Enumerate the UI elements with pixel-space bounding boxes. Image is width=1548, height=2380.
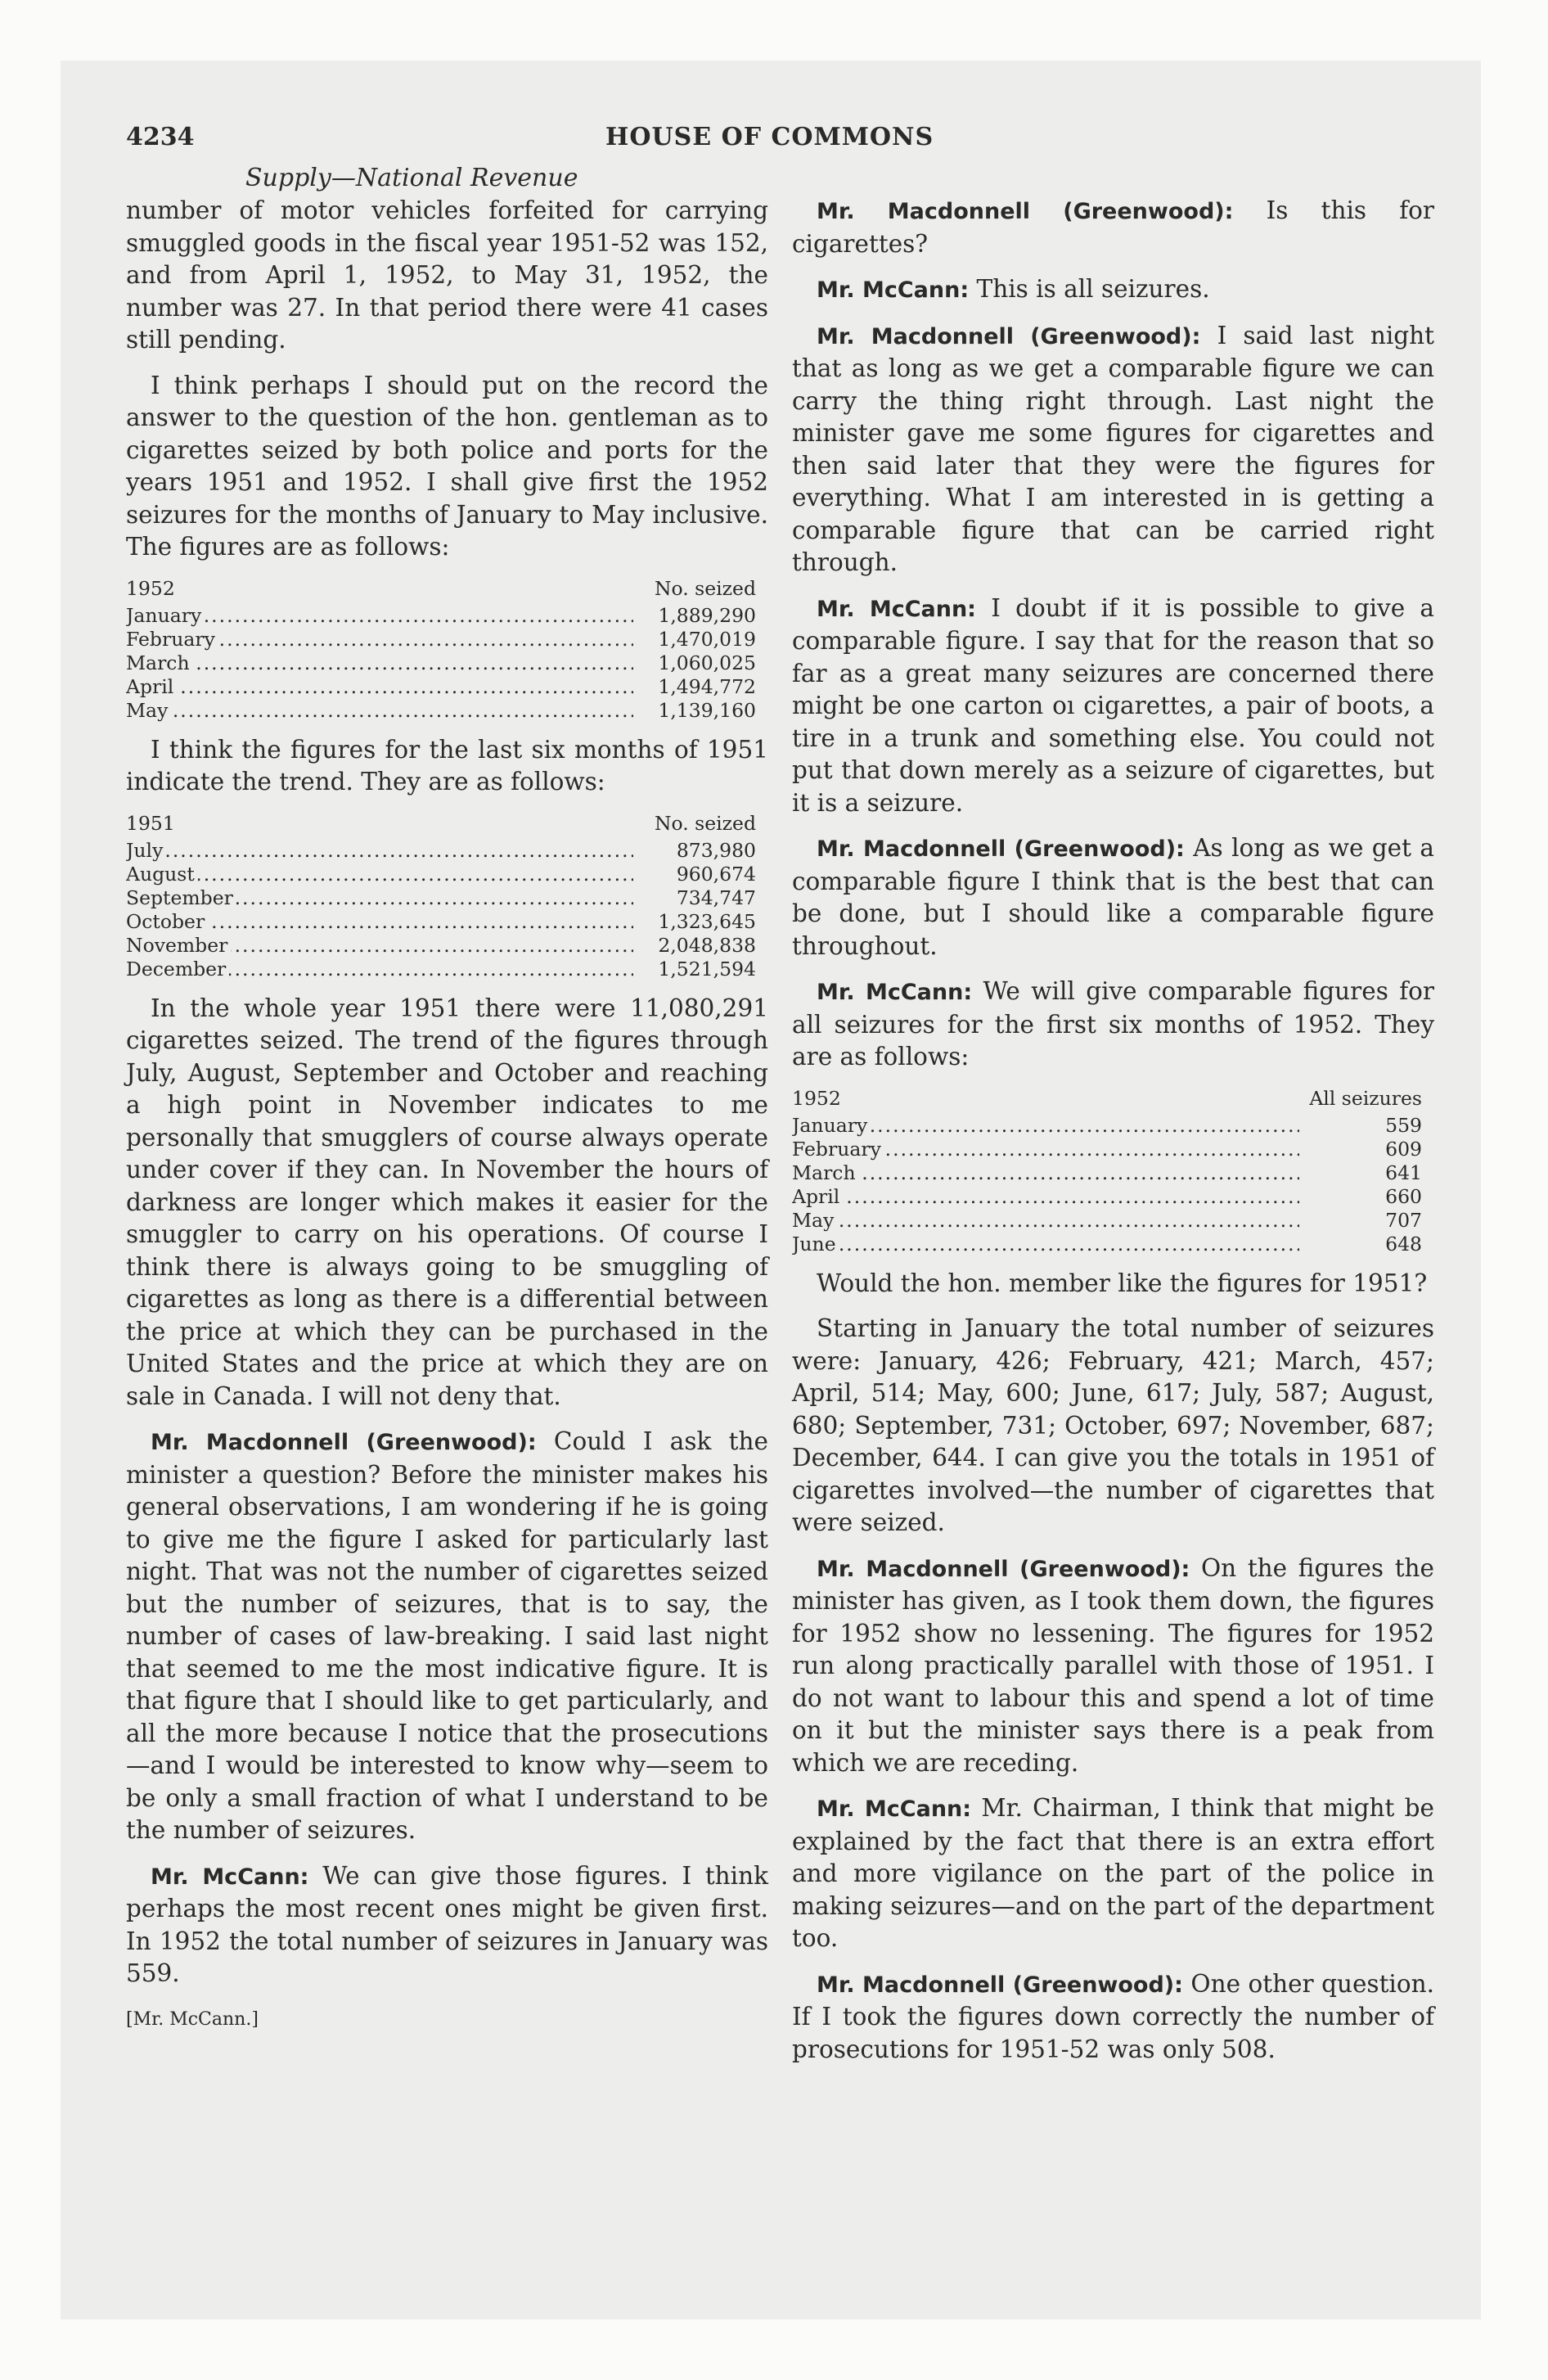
page-header xyxy=(126,123,1448,159)
paragraph xyxy=(792,1553,1434,1780)
paragraph xyxy=(792,976,1434,1074)
speaker-name: Mr. Macdonnell (Greenwood): xyxy=(817,836,1185,862)
speaker-name: Mr. McCann: xyxy=(151,1864,309,1890)
paragraph: number of motor vehicles forfeited for carrying smuggled goods in the fiscal year 1951-52 was 152, and from April 1, 1952, to May 31, 1952, the number was 27. In that period there were 41 cases still pending. xyxy=(126,196,768,354)
table-cell-month: May xyxy=(126,699,171,722)
paragraph xyxy=(126,1426,768,1847)
table-row xyxy=(792,1114,1422,1138)
speech-text: I said last night that as long as we get a comparable figure we can carry the thing right through. Last night the minister gave me some figures for cigarettes and then said later that they were the figures for everything. What I am interested in is getting a comparable figure that can be carried right through. xyxy=(792,321,1434,576)
table-header-value: No. seized xyxy=(654,811,756,835)
table-row xyxy=(126,699,756,723)
speaker-name: Mr. Macdonnell (Greenwood): xyxy=(151,1430,537,1455)
speaker-name: Mr. Macdonnell (Greenwood): xyxy=(817,323,1201,349)
table-cell-value: 609 xyxy=(1385,1137,1422,1161)
speech-text: On the figures the minister has given, as I took them down, the figures for 1952 show no lessening. The figures for 1952 run along practically parallel with those of 1951. I do not want to labour this and spend a lot of time on it but the minister says there is a peak from which we are receding. xyxy=(792,1553,1435,1777)
table-header-year: 1952 xyxy=(126,576,175,600)
journal-title: HOUSE OF COMMONS xyxy=(605,123,934,151)
speaker-name: Mr. Macdonnell (Greenwood): xyxy=(817,1972,1183,1998)
table-cell-month: February xyxy=(126,628,218,651)
table-row xyxy=(126,863,756,886)
table-cell-month: May xyxy=(792,1209,837,1232)
table-cell-month: March xyxy=(126,651,193,674)
table-cell-value: 734,747 xyxy=(676,886,756,909)
table-row xyxy=(126,628,756,651)
table-cell-month: January xyxy=(126,604,205,627)
table-row xyxy=(792,1233,1422,1256)
paragraph: Would the hon. member like the figures for 1951? xyxy=(817,1269,1428,1297)
cigarettes-seized-1952-table xyxy=(126,577,756,723)
paragraph xyxy=(792,1792,1434,1955)
table-cell-month: October xyxy=(126,910,208,933)
paragraph xyxy=(792,195,1434,260)
table-cell-value: 1,323,645 xyxy=(658,909,756,933)
speech-text: One other question. If I took the figures down correctly the number of prosecutions for 1951-52 was only 508. xyxy=(792,1969,1434,2063)
cigarettes-seized-1951-table xyxy=(126,812,756,981)
table-header-year: 1951 xyxy=(126,811,175,835)
table-cell-value: 1,521,594 xyxy=(658,957,756,980)
paragraph xyxy=(792,273,1434,307)
table-cell-month: January xyxy=(792,1114,871,1137)
paragraph xyxy=(792,593,1434,820)
table-cell-month: April xyxy=(126,675,177,698)
speech-text: We can give those figures. I think perhaps the most recent ones might be given first. In 1952 the total number of seizures in January was 559. xyxy=(126,1861,768,1987)
speaker-name: Mr. McCann: xyxy=(817,596,976,622)
table-row xyxy=(126,910,756,934)
table-cell-value: 873,980 xyxy=(676,838,756,862)
paragraph: Starting in January the total number of seizures were: January, 426; February, 421; March, 457; April, 514; May, 600; June, 617; July, 587; August, 680; September, 731; October, 697; November, 687; December, 644. I can give you the totals in 1951 of cigarettes involved—the number of cigarettes that were seized. xyxy=(792,1314,1434,1536)
speech-text: This is all seizures. xyxy=(976,275,1210,303)
table-header-value: All seizures xyxy=(1309,1086,1422,1110)
speaker-name: Mr. McCann: xyxy=(817,277,970,303)
table-row xyxy=(792,1185,1422,1209)
table-row xyxy=(792,1138,1422,1161)
table-cell-value: 1,139,160 xyxy=(658,698,756,722)
table-cell-value: 641 xyxy=(1385,1161,1422,1184)
table-row xyxy=(126,839,756,863)
table-cell-value: 1,470,019 xyxy=(658,627,756,651)
table-cell-value: 1,889,290 xyxy=(658,603,756,627)
paragraph xyxy=(792,320,1434,579)
table-cell-value: 1,494,772 xyxy=(658,674,756,698)
paragraph xyxy=(792,1968,1434,2067)
table-cell-month: February xyxy=(792,1138,884,1161)
left-column xyxy=(126,195,768,2035)
table-header-row xyxy=(126,812,756,839)
table-row xyxy=(792,1161,1422,1185)
table-cell-month: April xyxy=(792,1185,843,1208)
section-subtitle: Supply—National Revenue xyxy=(245,164,578,192)
table-cell-value: 648 xyxy=(1385,1232,1422,1255)
table-header-value: No. seized xyxy=(654,576,756,600)
page-number: 4234 xyxy=(126,123,195,151)
paragraph xyxy=(792,832,1434,962)
paragraph: In the whole year 1951 there were 11,080,291 cigarettes seized. The trend of the figures through July, August, September and October and reaching a high point in November indicates to me personally that smugglers of course always operate under cover if they can. In November the hours of darkness are longer which makes it easier for the smuggler to carry on his operations. Of course I think there is always going to be smuggling of cigarettes as long as there is a differential between the price at which they can be purchased in the United States and the price at which they are on sale in Canada. I will not deny that. xyxy=(126,994,768,1410)
speaker-name: Mr. Macdonnell (Greenwood): xyxy=(817,199,1234,224)
speech-text: As long as we get a comparable figure I think that is the best that can be done, but I should like a comparable figure throughout. xyxy=(792,834,1434,960)
table-header-year: 1952 xyxy=(792,1086,841,1110)
right-column xyxy=(792,195,1434,2079)
table-cell-month: December xyxy=(126,958,229,980)
table-cell-month: August xyxy=(126,863,198,886)
table-cell-month: September xyxy=(126,886,236,909)
speaker-name: Mr. McCann: xyxy=(817,1796,972,1822)
speech-text: We will give comparable figures for all seizures for the first six months of 1952. They are as follows: xyxy=(792,977,1434,1071)
table-cell-value: 707 xyxy=(1385,1208,1422,1232)
table-row xyxy=(792,1209,1422,1233)
table-row xyxy=(126,604,756,628)
table-cell-value: 559 xyxy=(1385,1113,1422,1137)
all-seizures-1952-table xyxy=(792,1087,1422,1256)
table-cell-value: 660 xyxy=(1385,1184,1422,1208)
paragraph: I think perhaps I should put on the record the answer to the question of the hon. gentleman as to cigarettes seized by both police and ports for the years 1951 and 1952. I shall give first the 1952 seizures for the months of January to May inclusive. The figures are as follows: xyxy=(126,371,768,561)
table-cell-month: July xyxy=(126,839,166,862)
table-header-row xyxy=(792,1087,1422,1114)
speaker-footer-tag: [Mr. McCann.] xyxy=(126,2008,259,2030)
speech-text: Could I ask the minister a question? Before the minister makes his general observations, I am wondering if he is going to give me the figure I asked for particularly last night. That was not the number of cigarettes seized but the number of seizures, that is to say, the number of cases of law-breaking. I said last night that seemed to me the most indicative figure. It is that figure that I should like to get particularly, and all the more because I notice that the prosecutions—and I would be interested to know why—seem to be only a small fraction of what I understand to be the number of seizures. xyxy=(126,1427,768,1844)
table-cell-month: June xyxy=(792,1233,839,1255)
table-cell-month: November xyxy=(126,934,231,957)
speech-text: I doubt if it is possible to give a comparable figure. I say that for the reason that so far as a great many seizures are concerned there might be one carton oı cigarettes, a pair of boots, a tire in a trunk and something else. You could not put that down merely as a seizure of cigarettes, but it is a seizure. xyxy=(792,593,1434,817)
paragraph: I think the figures for the last six months of 1951 indicate the trend. They are as follows: xyxy=(126,735,768,796)
speech-text: Is this for cigarettes? xyxy=(792,196,1434,258)
table-header-row xyxy=(126,577,756,604)
paragraph xyxy=(126,1860,768,1990)
table-row xyxy=(126,958,756,981)
table-cell-value: 960,674 xyxy=(676,862,756,886)
table-cell-value: 1,060,025 xyxy=(658,651,756,674)
table-row xyxy=(126,934,756,958)
table-cell-month: March xyxy=(792,1161,859,1184)
speech-text: Mr. Chairman, I think that might be explained by the fact that there is an extra effort and more vigilance on the part of the police in making seizures—and on the part of the department too. xyxy=(792,1794,1434,1952)
speaker-name: Mr. McCann: xyxy=(817,980,973,1005)
table-cell-value: 2,048,838 xyxy=(658,933,756,957)
table-row xyxy=(126,886,756,910)
table-row xyxy=(126,675,756,699)
table-row xyxy=(126,651,756,675)
speaker-name: Mr. Macdonnell (Greenwood): xyxy=(817,1556,1190,1582)
